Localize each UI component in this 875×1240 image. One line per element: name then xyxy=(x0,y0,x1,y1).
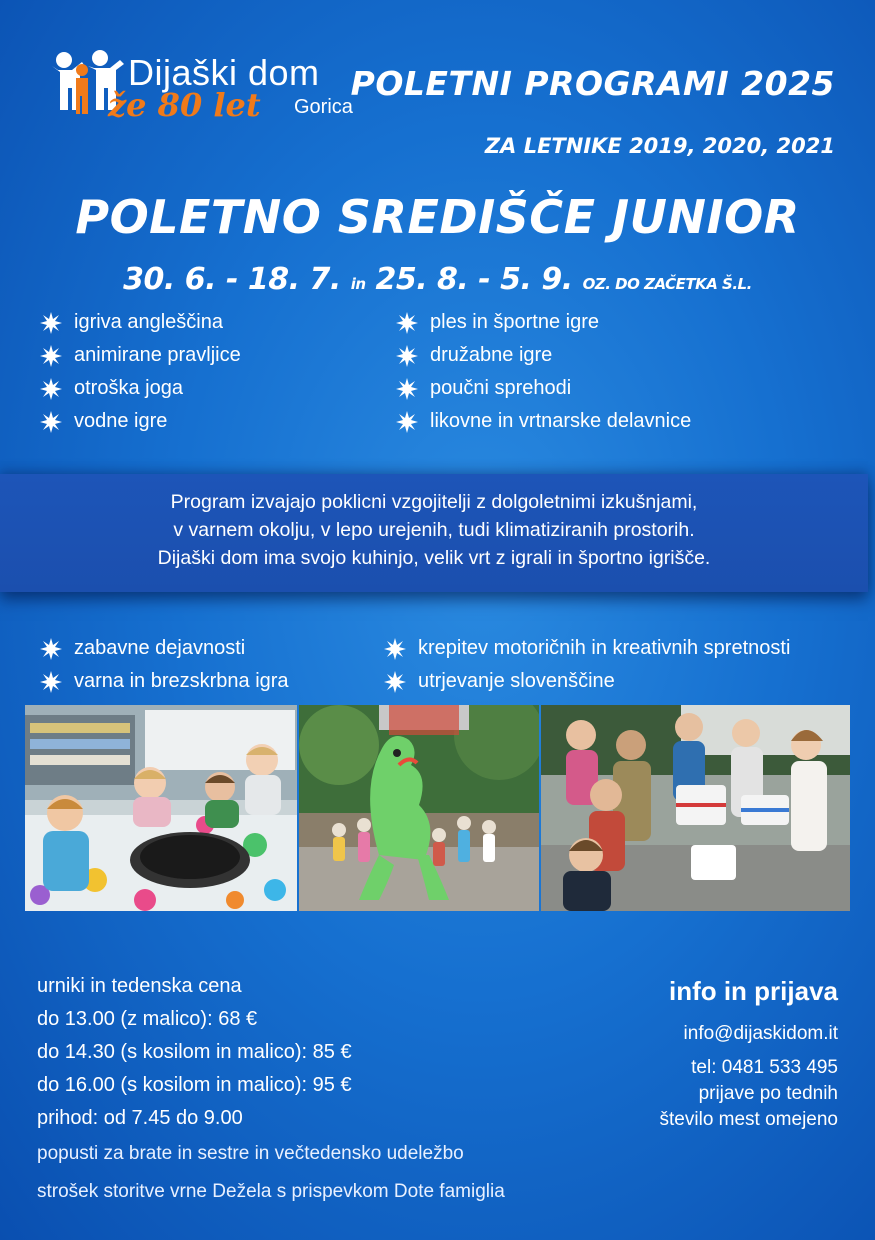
benefit-label: zabavne dejavnosti xyxy=(74,637,246,659)
program-title: POLETNO SREDIŠČE JUNIOR xyxy=(75,190,800,244)
list-item xyxy=(396,372,691,405)
logo-city: Gorica xyxy=(294,96,353,118)
list-item xyxy=(384,665,790,698)
contact-limit-note: število mest omejeno xyxy=(659,1109,838,1130)
photo-kids-gardening xyxy=(25,705,297,911)
dates-in: in xyxy=(350,275,366,293)
star-bullet-icon xyxy=(396,345,418,367)
star-bullet-icon xyxy=(396,378,418,400)
list-item xyxy=(40,339,241,372)
list-item xyxy=(384,632,790,665)
contact-email[interactable]: info@dijaskidom.it xyxy=(683,1023,838,1044)
band-line: Dijaški dom ima svojo kuhinjo, velik vrt z igrali in športno igrišče. xyxy=(157,547,711,569)
info-band xyxy=(0,474,868,592)
contact-heading: info in prijava xyxy=(668,976,838,1006)
list-item xyxy=(40,372,241,405)
price-row: do 13.00 (z malico): 68 € xyxy=(37,1008,258,1030)
list-item xyxy=(40,665,289,698)
star-bullet-icon xyxy=(40,638,62,660)
list-item xyxy=(396,405,691,438)
logo xyxy=(50,48,380,138)
list-item xyxy=(396,306,691,339)
list-item xyxy=(40,405,241,438)
price-row: do 16.00 (s kosilom in malico): 95 € xyxy=(37,1074,352,1096)
star-bullet-icon xyxy=(384,638,406,660)
logo-name: Dijaški dom xyxy=(128,52,320,93)
feature-label: ples in športne igre xyxy=(430,311,599,333)
star-bullet-icon xyxy=(40,411,62,433)
feature-label: družabne igre xyxy=(430,344,553,366)
star-bullet-icon xyxy=(396,411,418,433)
logo-slogan: že 80 let xyxy=(108,86,261,124)
photo-strip xyxy=(25,705,850,911)
age-groups: ZA LETNIKE 2019, 2020, 2021 xyxy=(484,134,835,158)
benefit-label: utrjevanje slovenščine xyxy=(418,670,615,692)
dates-part1: 30. 6. - 18. 7. xyxy=(123,262,341,297)
feature-label: otroška joga xyxy=(74,377,183,399)
dates-tail: OZ. DO ZAČETKA Š.L. xyxy=(582,275,752,293)
feature-label: poučni sprehodi xyxy=(430,377,572,399)
price-row: prihod: od 7.45 do 9.00 xyxy=(37,1107,243,1129)
list-item xyxy=(40,306,241,339)
feature-label: likovne in vrtnarske delavnice xyxy=(430,410,692,432)
star-bullet-icon xyxy=(396,312,418,334)
dates-part2: 25. 8. - 5. 9. xyxy=(375,262,573,297)
feature-label: animirane pravljice xyxy=(74,344,241,366)
page-title: POLETNI PROGRAMI 2025 xyxy=(350,64,835,103)
benefit-label: varna in brezskrbna igra xyxy=(74,670,289,692)
benefits-right-list xyxy=(384,632,790,698)
features-left-list xyxy=(40,306,241,438)
band-line: Program izvajajo poklicni vzgojitelji z dolgoletnimi izkušnjami, xyxy=(170,491,698,513)
star-bullet-icon xyxy=(40,378,62,400)
benefits-left-list xyxy=(40,632,289,698)
contact-section xyxy=(660,976,838,1133)
band-line: v varnem okolju, v lepo urejenih, tudi klimatiziranih prostorih. xyxy=(173,519,695,541)
star-bullet-icon xyxy=(40,345,62,367)
features-right-list xyxy=(396,306,691,438)
discount-note: popusti za brate in sestre in večtedensko udeležbo xyxy=(37,1143,464,1164)
list-item xyxy=(40,632,289,665)
star-bullet-icon xyxy=(384,671,406,693)
photo-dinosaur xyxy=(299,705,539,911)
contact-signup-note: prijave po tednih xyxy=(698,1083,838,1104)
list-item xyxy=(396,339,691,372)
price-row: do 14.30 (s kosilom in malico): 85 € xyxy=(37,1041,352,1063)
program-dates xyxy=(0,262,875,297)
refund-note: strošek storitve vrne Dežela s prispevkom Dote famiglia xyxy=(37,1181,505,1202)
feature-label: vodne igre xyxy=(74,410,168,432)
photo-kids-group xyxy=(541,705,850,911)
contact-phone[interactable]: tel: 0481 533 495 xyxy=(691,1057,838,1078)
star-bullet-icon xyxy=(40,671,62,693)
star-bullet-icon xyxy=(40,312,62,334)
feature-label: igriva angleščina xyxy=(74,311,223,333)
benefit-label: krepitev motoričnih in kreativnih spretnosti xyxy=(418,637,791,659)
prices-heading: urniki in tedenska cena xyxy=(37,975,242,997)
prices-section xyxy=(37,970,505,1211)
